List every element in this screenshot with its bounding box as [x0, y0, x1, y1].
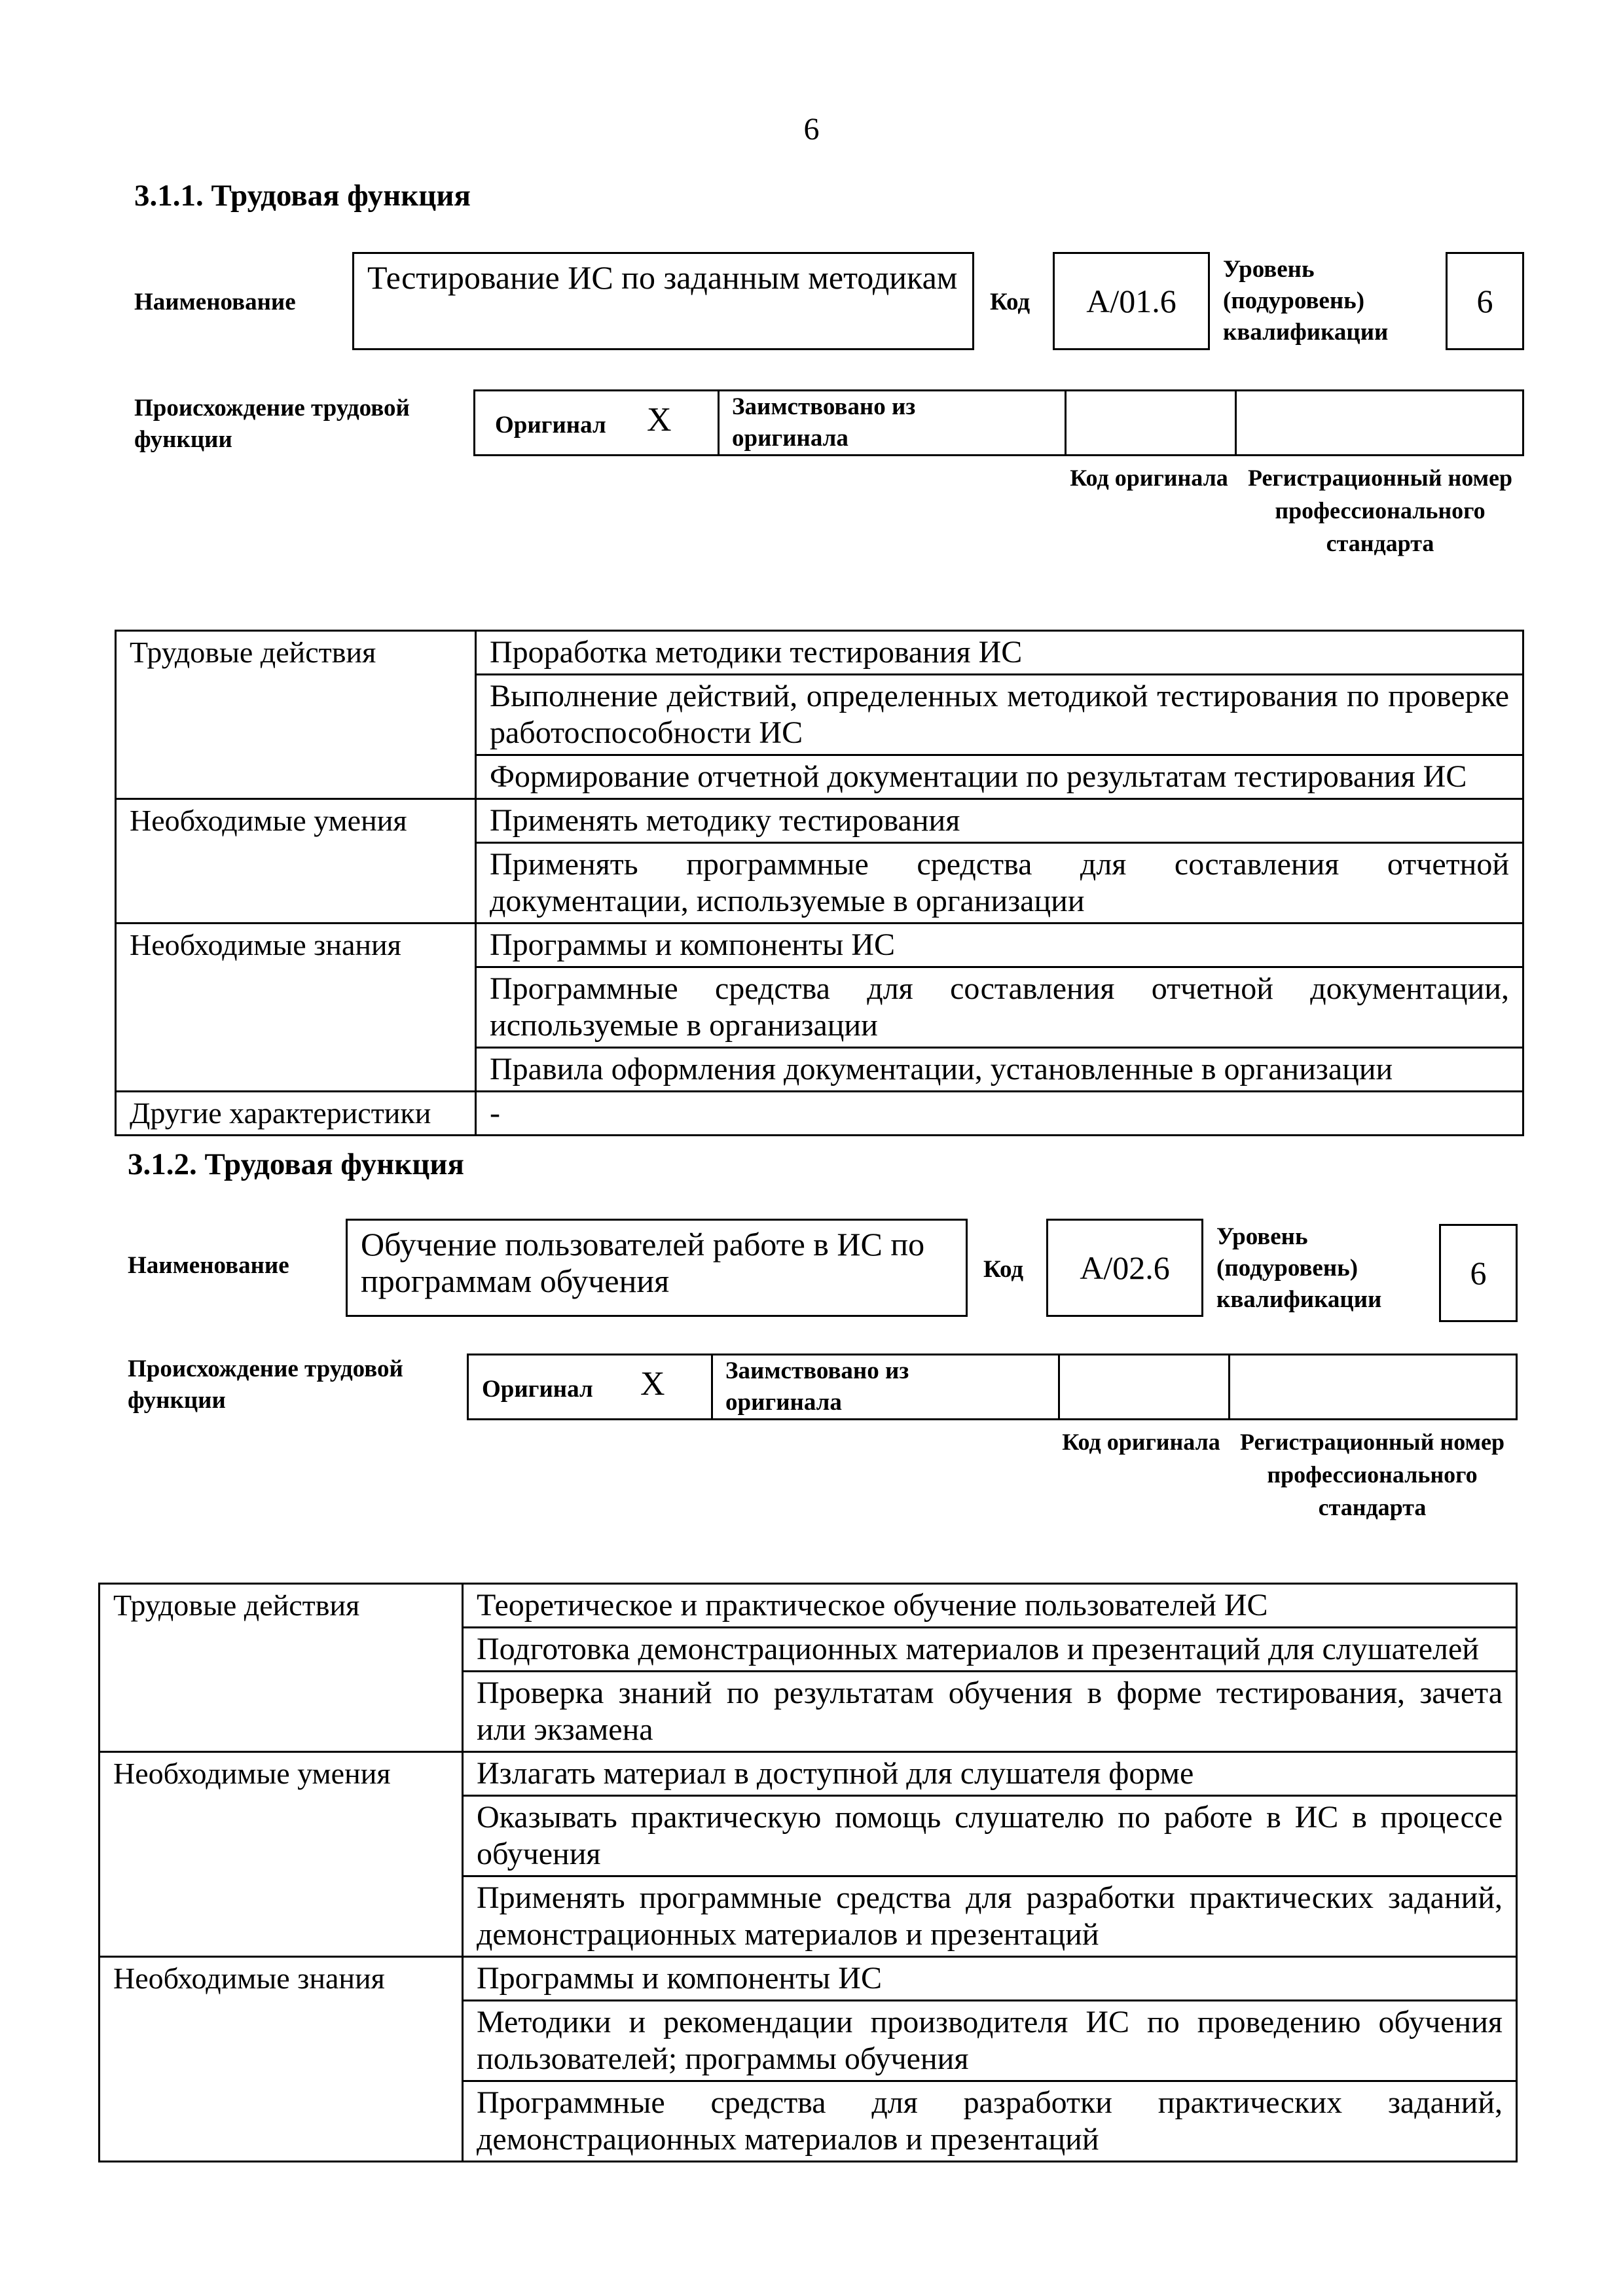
origin-label: Происхождение трудовой функции: [134, 395, 410, 453]
caption-code-original: Код оригинала: [1070, 465, 1228, 491]
table-cell: Применять методику тестирования: [476, 799, 1523, 843]
level-value-box: [1439, 1224, 1518, 1322]
function-name-box: [352, 252, 974, 350]
original-label: Оригинал: [495, 412, 606, 439]
row-header: Необходимые умения: [100, 1752, 463, 1957]
labor-function-table: [98, 1583, 1518, 2162]
function-name-box: [346, 1219, 968, 1317]
caption-registration-number: Регистрационный номер профессионального стандарта: [1239, 1429, 1505, 1520]
divider: [718, 391, 720, 454]
row-header: Необходимые знания: [100, 1957, 463, 2162]
table-cell: Программные средства для разработки практических заданий, демонстрационных материалов и презентаций: [463, 2081, 1517, 2162]
name-label: Наименование: [128, 1252, 289, 1279]
code-value-box: [1053, 252, 1210, 350]
level-label: Уровень (подуровень) квалификации: [1223, 256, 1389, 346]
table-row: [116, 924, 1523, 967]
borrowed-label: Заимствовано из оригинала: [732, 393, 916, 452]
table-row: [116, 799, 1523, 843]
table-cell: Проверка знаний по результатам обучения в форме тестирования, зачета или экзамена: [463, 1672, 1517, 1752]
divider: [1058, 1355, 1060, 1418]
row-header: Необходимые знания: [116, 924, 476, 1092]
code-value: А/01.6: [1086, 283, 1176, 319]
section-heading: 3.1.1. Трудовая функция: [134, 179, 471, 213]
table-row: [116, 631, 1523, 675]
original-label: Оригинал: [482, 1376, 593, 1403]
level-value: 6: [1476, 283, 1493, 319]
table-row: [116, 1092, 1523, 1136]
table-cell: Формирование отчетной документации по результатам тестирования ИС: [476, 755, 1523, 799]
function-name-value: Тестирование ИС по заданным методикам: [367, 259, 958, 296]
divider: [711, 1355, 713, 1418]
level-value-box: [1446, 252, 1524, 350]
table-cell: Оказывать практическую помощь слушателю по работе в ИС в процессе обучения: [463, 1796, 1517, 1876]
origin-box: [467, 1354, 1518, 1420]
row-header: Необходимые умения: [116, 799, 476, 924]
labor-function-table: [115, 630, 1524, 1136]
table-cell: Теоретическое и практическое обучение пользователей ИС: [463, 1584, 1517, 1628]
table-cell: Подготовка демонстрационных материалов и презентаций для слушателей: [463, 1628, 1517, 1672]
table-cell: Программы и компоненты ИС: [476, 924, 1523, 967]
table-cell: Программные средства для составления отчетной документации, используемые в организации: [476, 967, 1523, 1048]
row-header: Трудовые действия: [100, 1584, 463, 1752]
function-name-value: Обучение пользователей работе в ИС по программам обучения: [361, 1226, 925, 1299]
table-cell: Программы и компоненты ИС: [463, 1957, 1517, 2001]
original-mark: X: [640, 1365, 665, 1403]
table-cell: Применять программные средства для составления отчетной документации, используемые в организации: [476, 843, 1523, 924]
page-number: 6: [803, 112, 820, 147]
table-cell: -: [476, 1092, 1523, 1136]
section-heading: 3.1.2. Трудовая функция: [128, 1147, 464, 1181]
divider: [1228, 1355, 1230, 1418]
code-label: Код: [990, 289, 1030, 315]
divider: [1235, 391, 1237, 454]
origin-box: [473, 389, 1524, 456]
caption-code-original: Код оригинала: [1062, 1429, 1220, 1455]
table-row: [100, 1584, 1517, 1628]
table-cell: Излагать материал в доступной для слушателя форме: [463, 1752, 1517, 1796]
table-row: [100, 1752, 1517, 1796]
level-label: Уровень (подуровень) квалификации: [1216, 1223, 1382, 1313]
table-cell: Методики и рекомендации производителя ИС по проведению обучения пользователей; программы обучения: [463, 2001, 1517, 2081]
table-cell: Выполнение действий, определенных методикой тестирования по проверке работоспособности ИС: [476, 675, 1523, 755]
original-mark: X: [647, 401, 672, 439]
table-cell: Правила оформления документации, установленные в организации: [476, 1048, 1523, 1092]
row-header: Другие характеристики: [116, 1092, 476, 1136]
name-label: Наименование: [134, 289, 296, 315]
table-cell: Применять программные средства для разработки практических заданий, демонстрационных материалов и презентаций: [463, 1876, 1517, 1957]
table-row: [100, 1957, 1517, 2001]
origin-label: Происхождение трудовой функции: [128, 1355, 403, 1414]
code-value: А/02.6: [1080, 1249, 1170, 1286]
divider: [1065, 391, 1067, 454]
caption-registration-number: Регистрационный номер профессионального стандарта: [1247, 465, 1513, 556]
level-value: 6: [1470, 1255, 1487, 1291]
code-value-box: [1046, 1219, 1203, 1317]
borrowed-label: Заимствовано из оригинала: [725, 1357, 909, 1416]
row-header: Трудовые действия: [116, 631, 476, 799]
code-label: Код: [983, 1256, 1024, 1283]
table-cell: Проработка методики тестирования ИС: [476, 631, 1523, 675]
